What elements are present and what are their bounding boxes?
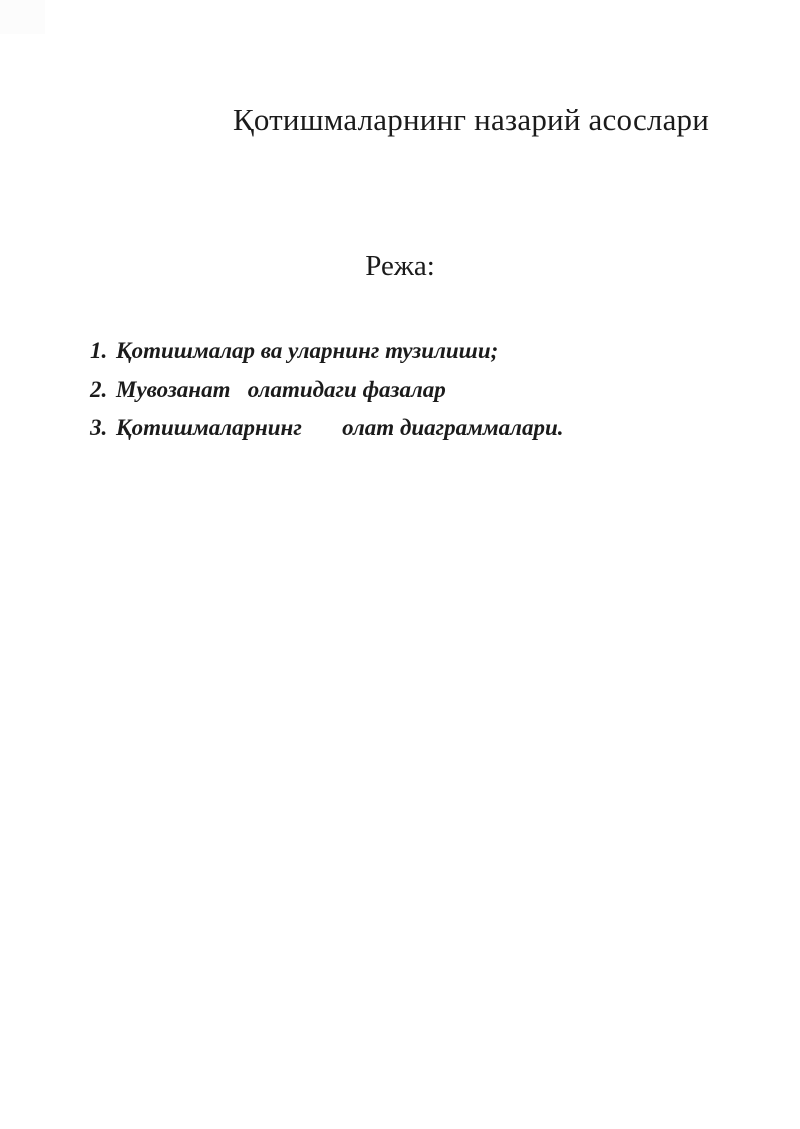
plan-item-3 bbox=[90, 414, 564, 442]
plan-item-2-text: Мувозанат олатидаги фазалар bbox=[116, 376, 446, 402]
plan-item-2-number: 2. bbox=[90, 376, 108, 402]
plan-item-3-number: 3. bbox=[90, 415, 108, 440]
plan-item-1-number: 1. bbox=[90, 338, 108, 363]
plan-item-2 bbox=[90, 376, 564, 404]
plan-heading: Режа: bbox=[365, 250, 435, 282]
scan-artifact bbox=[0, 0, 45, 34]
document-title: Қотишмаларнинг назарий асослари bbox=[233, 102, 710, 137]
plan-item-1 bbox=[90, 337, 564, 365]
plan-item-3-text: Қотишмаларнинг олат диаграммалари. bbox=[116, 415, 564, 440]
plan-list bbox=[90, 337, 564, 453]
plan-item-1-text: Қотишмалар ва уларнинг тузилиши; bbox=[116, 338, 499, 363]
